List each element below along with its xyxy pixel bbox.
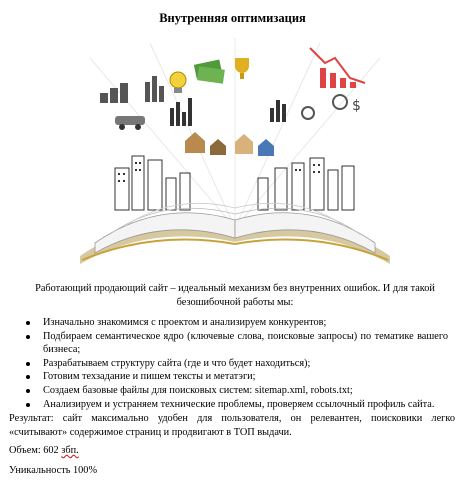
volume-label: Объем: 602 (9, 445, 59, 456)
list-item: Изначально знакомимся с проектом и анализируем конкурентов; (22, 316, 448, 330)
page-title: Внутренняя оптимизация (159, 11, 306, 25)
open-book-illustration (70, 38, 400, 270)
list-item: Создаем базовые файлы для поисковых систем: sitemap.xml, robots.txt; (22, 384, 448, 398)
list-item: Анализируем и устраняем технические проблемы, проверяем ссылочный профиль сайта. (22, 398, 448, 412)
svg-text:$: $ (352, 98, 361, 114)
volume-unit: збп. (61, 445, 79, 456)
intro-text: Работающий продающий сайт – идеальный механизм без внутренних ошибок. И для такой безошибочной работы мы: (35, 283, 435, 308)
list-item: Готовим техзадание и пишем тексты и метатэги; (22, 370, 448, 384)
list-item: Разрабатываем структуру сайта (где и что будет находиться); (22, 357, 448, 371)
result-text: Результат: сайт максимально удобен для пользователя, он релевантен, поисковики легко «считывают» содержимое страниц и продвигают в ТОП выдачи. (9, 413, 455, 438)
volume-line (9, 445, 79, 456)
uniqueness-line: Уникальность 100% (9, 465, 98, 476)
task-list (22, 316, 448, 411)
list-item: Подбираем семантическое ядро (ключевые слова, поисковые запросы) по тематике вашего бизнеса; (22, 330, 448, 357)
chart-icons (100, 48, 365, 156)
